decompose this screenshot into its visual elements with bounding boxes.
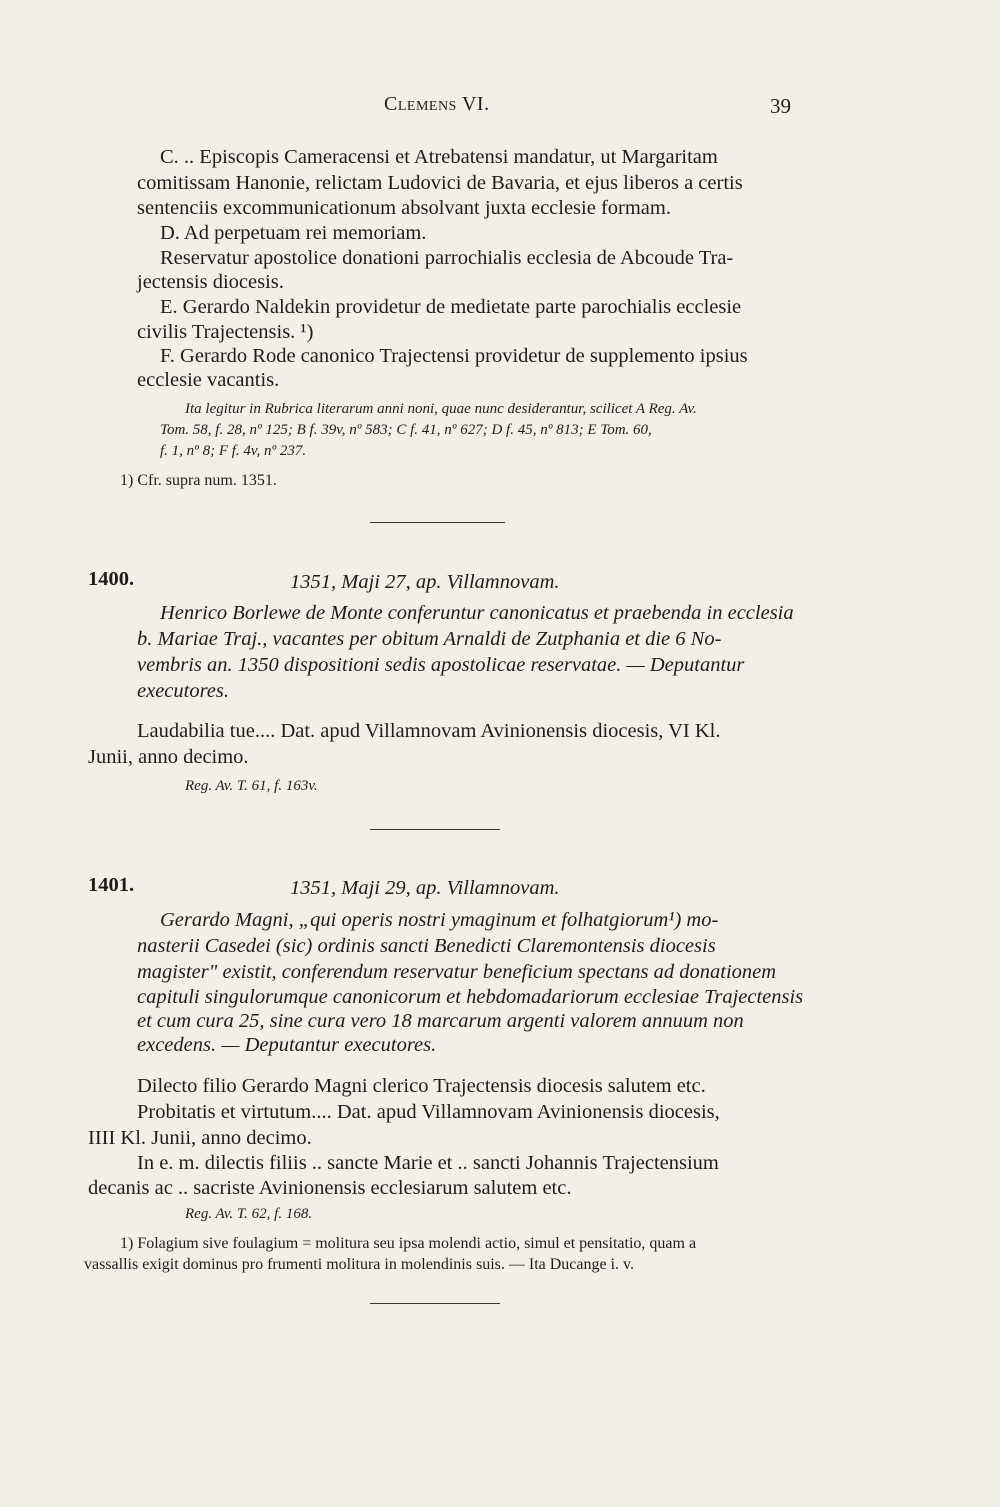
register-source: Reg. Av. T. 62, f. 168. [185,1206,313,1222]
text-line: In e. m. dilectis filiis .. sancte Marie et .. sancti Johannis Trajectensium [137,1152,719,1174]
text-line: comitissam Hanonie, relictam Ludovici de Bavaria, et ejus liberos a certis [137,172,743,194]
rubric-note-line: Tom. 58, f. 28, nº 125; B f. 39v, nº 583; C f. 41, nº 627; D f. 45, nº 813; E Tom. 60, [160,422,652,438]
rubric-note-line: Ita legitur in Rubrica literarum anni noni, quae nunc desiderantur, scilicet A Reg. Av. [185,401,697,417]
entry-date: 1351, Maji 27, ap. Villamnovam. [290,571,560,593]
summary-line: b. Mariae Traj., vacantes per obitum Arnaldi de Zutphania et die 6 No- [137,628,722,650]
separator-rule [370,829,500,830]
summary-line: executores. [137,680,230,702]
rubric-note-line: f. 1, nº 8; F f. 4v, nº 237. [160,443,307,459]
page-number: 39 [770,94,791,118]
summary-line: et cum cura 25, sine cura vero 18 marcarum argenti valorem annuum non [137,1010,744,1032]
footnote-line: vassallis exigit dominus pro frumenti molitura in molendinis suis. — Ita Ducange i. v. [84,1256,634,1273]
summary-line: magister" existit, conferendum reservatur beneficium spectans ad donationem [137,961,777,983]
footnote-line: 1) Folagium sive foulagium = molitura seu ipsa molendi actio, simul et pensitatio, quam a [120,1235,697,1252]
text-line: decanis ac .. sacriste Avinionensis ecclesiarum salutem etc. [88,1177,572,1199]
text-line: Junii, anno decimo. [88,746,249,768]
text-line: jectensis diocesis. [137,271,284,293]
summary-line: Gerardo Magni, „qui operis nostri ymaginum et folhatgiorum¹) mo- [160,909,719,931]
separator-rule [370,1303,500,1304]
text-line: sentenciis excommunicationum absolvant juxta ecclesie formam. [137,197,671,219]
text-line: Probitatis et virtutum.... Dat. apud Villamnovam Avinionensis diocesis, [137,1101,720,1123]
text-line: C. .. Episcopis Cameracensi et Atrebatensi mandatur, ut Margaritam [160,146,718,168]
text-line: Laudabilia tue.... Dat. apud Villamnovam Avinionensis diocesis, VI Kl. [137,720,721,742]
text-line: E. Gerardo Naldekin providetur de medietate parte parochialis ecclesie [160,296,742,318]
separator-rule [370,522,505,523]
running-title: Clemens VI. [384,93,490,115]
entry-number: 1401. [88,874,135,896]
text-line: D. Ad perpetuam rei memoriam. [160,222,427,244]
footnote: 1) Cfr. supra num. 1351. [120,472,277,489]
text-line: F. Gerardo Rode canonico Trajectensi providetur de supplemento ipsius [160,345,748,367]
text-line: Reservatur apostolice donationi parrochialis ecclesia de Abcoude Tra- [160,247,734,269]
text-line: IIII Kl. Junii, anno decimo. [88,1127,312,1149]
summary-line: Henrico Borlewe de Monte conferuntur canonicatus et praebenda in ecclesia [160,602,794,624]
summary-line: nasterii Casedei (sic) ordinis sancti Benedicti Claremontensis diocesis [137,935,716,957]
text-line: civilis Trajectensis. ¹) [137,321,314,343]
summary-line: capituli singulorumque canonicorum et hebdomadariorum ecclesiae Trajectensis [137,986,804,1008]
summary-line: vembris an. 1350 dispositioni sedis apostolicae reservatae. — Deputantur [137,654,745,676]
entry-number: 1400. [88,568,135,590]
entry-date: 1351, Maji 29, ap. Villamnovam. [290,877,560,899]
text-line: ecclesie vacantis. [137,369,280,391]
text-line: Dilecto filio Gerardo Magni clerico Trajectensis diocesis salutem etc. [137,1075,706,1097]
summary-line: excedens. — Deputantur executores. [137,1034,437,1056]
register-source: Reg. Av. T. 61, f. 163v. [185,778,318,794]
